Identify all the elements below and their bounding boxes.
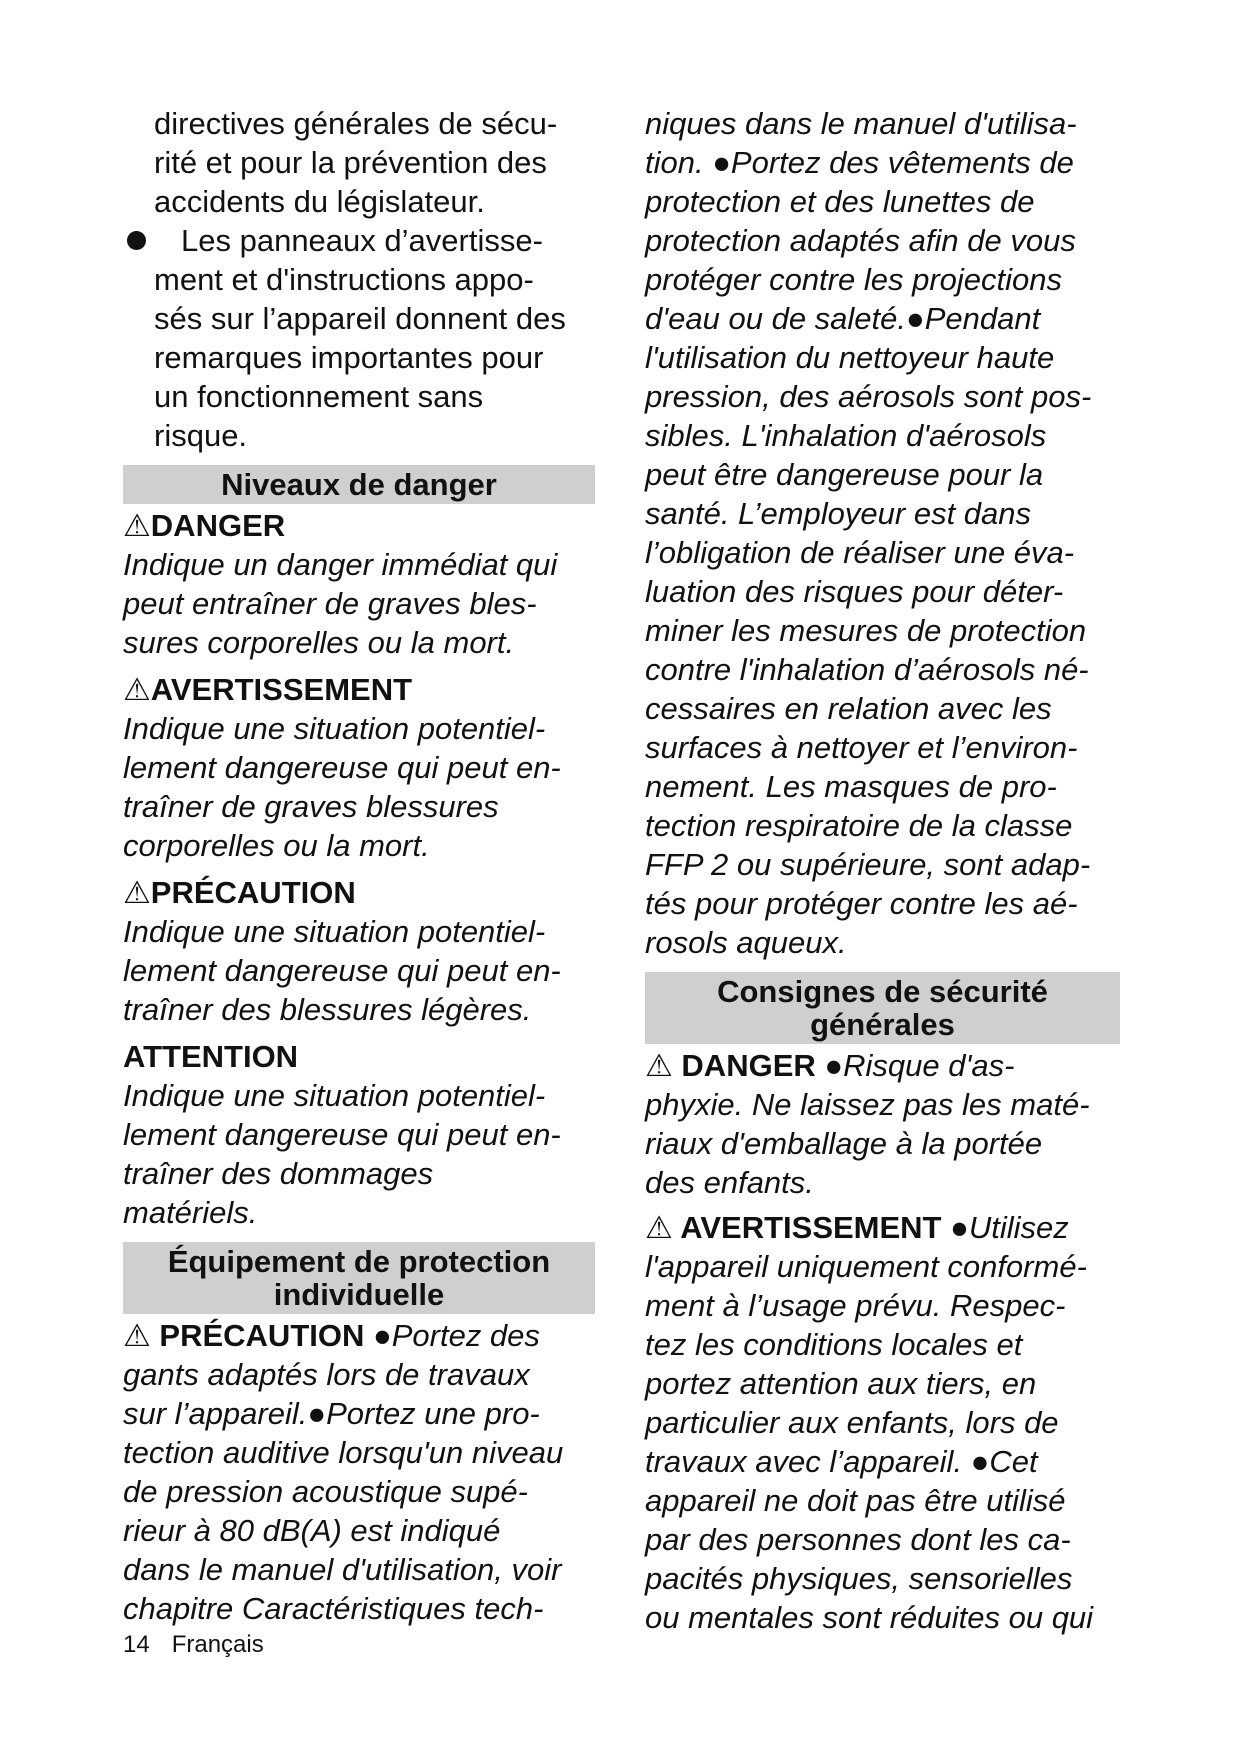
attention-label: ATTENTION — [123, 1039, 299, 1074]
caution-description: Indique une situation potentiel- lement dangereuse qui peut en- traîner des blessures légères. — [123, 914, 561, 1027]
caution-label: ⚠PRÉCAUTION — [123, 875, 356, 910]
section-heading-general-safety: Consignes de sécurité générales — [645, 972, 1120, 1044]
intro-paragraph: directives générales de sécu- rité et pour la prévention des accidents du législateur. — [154, 106, 558, 219]
bullet-icon — [127, 231, 146, 250]
warning-description: Indique une situation potentiel- lement dangereuse qui peut en- traîner de graves blessures corporelles ou la mort. — [123, 711, 561, 863]
page-footer — [123, 1630, 286, 1660]
right-column — [645, 104, 1120, 1637]
general-warning-paragraph: ⚠ AVERTISSEMENT ●Utilisez l'appareil uniquement conformé- ment à l’usage prévu. Respec- tez les conditions locales et portez attention aux tiers, en particulier aux enfants, lors de travaux avec l’appareil. ●Cet appareil ne doit pas être utilisé par des personnes dont les ca- pacités physiques, sensorielles ou mentales sont réduites ou qui — [645, 1210, 1094, 1635]
left-column — [123, 104, 595, 1628]
general-danger-label: ⚠ DANGER — [645, 1048, 816, 1083]
section-heading-danger-levels: Niveaux de danger — [123, 465, 595, 504]
general-danger-paragraph: ⚠ DANGER ●Risque d'as- phyxie. Ne laissez pas les maté- riaux d'emballage à la portée des enfants. — [645, 1048, 1090, 1200]
bullet-text: Les panneaux d’avertisse- ment et d'instructions appo- sés sur l’appareil donnent des remarques importantes pour un fonctionnement sans risque. — [154, 223, 566, 453]
warning-label: ⚠AVERTISSEMENT — [123, 672, 413, 707]
warning-triangle-icon: ⚠ — [123, 1318, 151, 1353]
warning-triangle-icon: ⚠ — [123, 508, 151, 543]
ppe-continuation-paragraph: niques dans le manuel d'utilisa- tion. ●Portez des vêtements de protection et des lunettes de protection adaptés afin de vous protéger contre les projections d'eau ou de saleté.●Pendant l'utilisation du nettoyeur haute pression, des aérosols sont pos- sibles. L'inhalation d'aérosols peut être dangereuse pour la santé. L’employeur est dans l’obligation de réaliser une éva- luation des risques pour déter- miner les mesures de protection contre l'inhalation d’aérosols né- cessaires en relation avec les surfaces à nettoyer et l’environ- nement. Les masques de pro- tection respiratoire de la classe FFP 2 ou supérieure, sont adap- tés pour protéger contre les aé- rosols aqueux. — [645, 106, 1092, 960]
section-heading-ppe: Équipement de protection individuelle — [123, 1242, 595, 1314]
page-number: 14 — [123, 1631, 150, 1658]
ppe-caution-paragraph: ⚠ PRÉCAUTION ●Portez des gants adaptés lors de travaux sur l’appareil.●Portez une pro- tection auditive lorsqu'un niveau de pression acoustique supé- rieur à 80 dB(A) est indiqué dans le manuel d'utilisation, voir chapitre Caractéristiques tech- — [123, 1318, 564, 1626]
page-language: Français — [171, 1631, 264, 1658]
danger-description: Indique un danger immédiat qui peut entraîner de graves bles- sures corporelles ou la mort. — [123, 547, 558, 660]
general-warning-label: ⚠ AVERTISSEMENT — [645, 1210, 942, 1245]
attention-description: Indique une situation potentiel- lement dangereuse qui peut en- traîner des dommages matériels. — [123, 1078, 561, 1230]
bullet-item — [123, 221, 595, 455]
warning-triangle-icon: ⚠ — [123, 672, 151, 707]
ppe-caution-label: ⚠ PRÉCAUTION — [123, 1318, 365, 1353]
warning-triangle-icon: ⚠ — [123, 875, 151, 910]
warning-triangle-icon: ⚠ — [645, 1210, 673, 1245]
danger-label: ⚠DANGER — [123, 508, 286, 543]
warning-triangle-icon: ⚠ — [645, 1048, 673, 1083]
